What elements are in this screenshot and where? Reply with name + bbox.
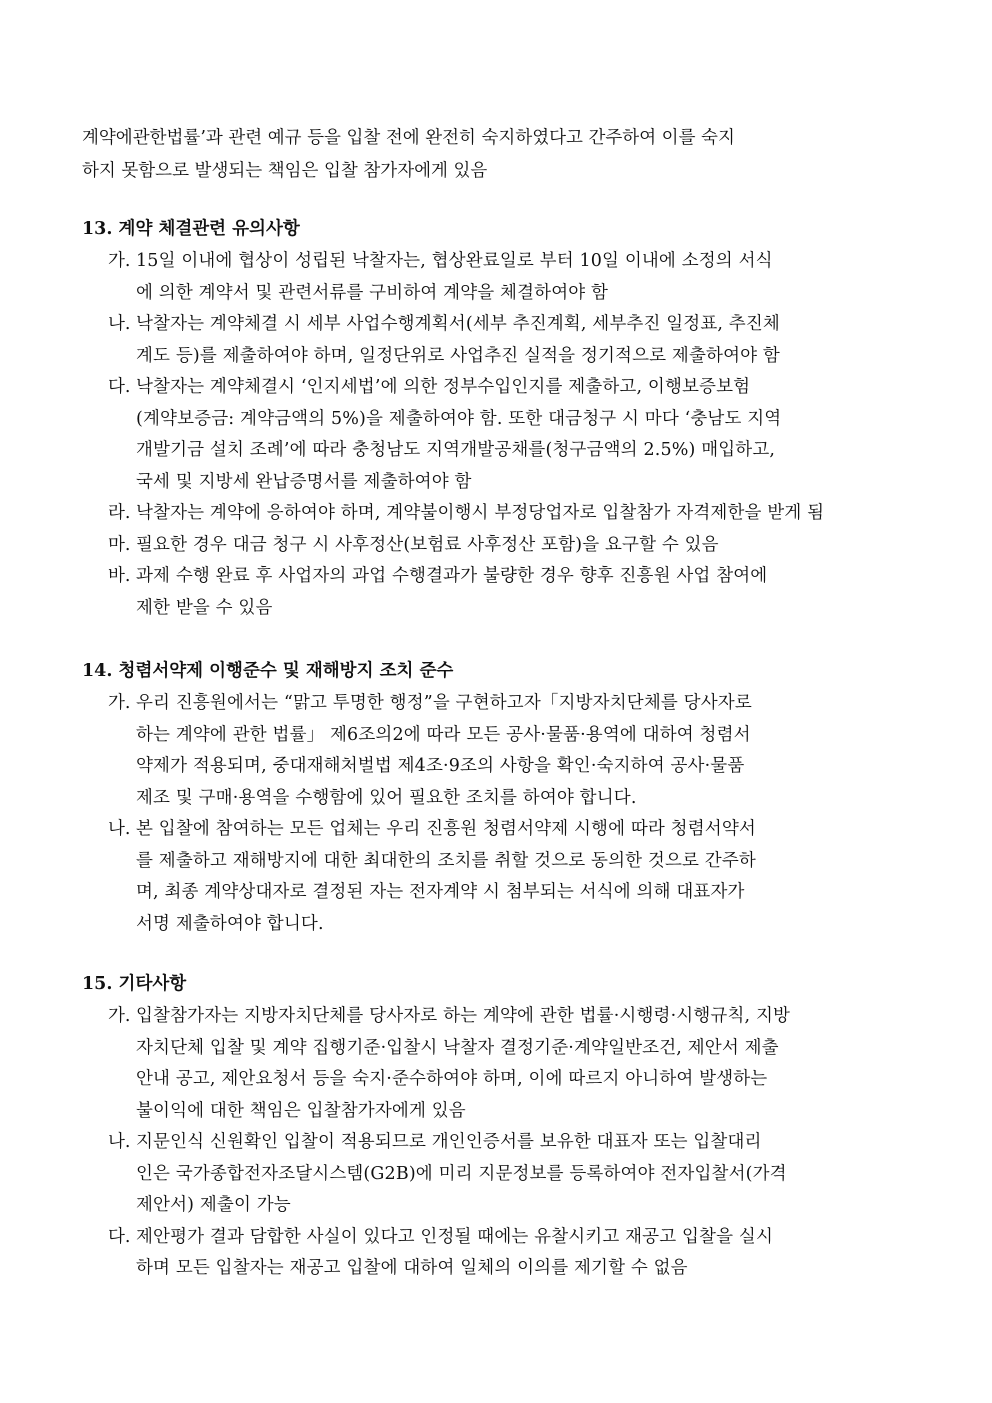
item-body xyxy=(136,688,912,814)
item-body xyxy=(136,561,912,624)
list-item xyxy=(82,814,912,940)
text-line: 지문인식 신원확인 입찰이 적용되므로 개인인증서를 보유한 대표자 또는 입찰대리 xyxy=(136,1132,762,1152)
text-line: 우리 진흥원에서는 “맑고 투명한 행정”을 구현하고자「지방자치단체를 당사자로 xyxy=(136,693,752,713)
text-line: 하지 못함으로 발생되는 책임은 입찰 참가자에게 있음 xyxy=(82,161,488,181)
text-line: 며, 최종 계약상대자로 결정된 자는 전자계약 시 첨부되는 서식에 의해 대표자가 xyxy=(136,882,745,902)
list-item xyxy=(82,498,912,530)
item-marker: 다. xyxy=(108,1226,131,1247)
text-line: 낙찰자는 계약체결 시 세부 사업수행계획서(세부 추진계획, 세부추진 일정표, 추진체 xyxy=(136,314,780,334)
item-marker: 가. xyxy=(108,251,131,271)
text-line: 과제 수행 완료 후 사업자의 과업 수행결과가 불량한 경우 향후 진흥원 사업 참여에 xyxy=(136,566,768,586)
item-body xyxy=(136,530,912,562)
text-line: 하며 모든 입찰자는 재공고 입찰에 대하여 일체의 이의를 제기할 수 없음 xyxy=(136,1258,688,1278)
item-marker: 라. xyxy=(108,503,131,523)
item-body xyxy=(136,246,912,309)
item-marker: 가. xyxy=(108,1006,131,1026)
item-body xyxy=(136,814,912,940)
section-13 xyxy=(82,214,912,624)
text-line: 자치단체 입찰 및 계약 집행기준·입찰시 낙찰자 결정기준·계약일반조건, 제안서 제출 xyxy=(136,1037,779,1058)
text-line: 낙찰자는 계약에 응하여야 하며, 계약불이행시 부정당업자로 입찰참가 자격제한을 받게 됨 xyxy=(136,503,825,523)
text-line: 입찰참가자는 지방자치단체를 당사자로 하는 계약에 관한 법률·시행령·시행규칙, 지방 xyxy=(136,1006,791,1026)
text-line: 계도 등)를 제출하여야 하며, 일정단위로 사업추진 실적을 정기적으로 제출하여야 함 xyxy=(136,345,780,366)
item-marker: 나. xyxy=(108,819,131,839)
text-line: 약제가 적용되며, 중대재해처벌법 제4조·9조의 사항을 확인·숙지하여 공사·물품 xyxy=(136,756,745,776)
text-line: 불이익에 대한 책임은 입찰참가자에게 있음 xyxy=(136,1100,466,1121)
text-line: 안내 공고, 제안요청서 등을 숙지·준수하여야 하며, 이에 따르지 아니하여 발생하는 xyxy=(136,1069,768,1089)
list-item xyxy=(82,1001,912,1127)
text-line: 본 입찰에 참여하는 모든 업체는 우리 진흥원 청렴서약제 시행에 따라 청렴서약서 xyxy=(136,819,756,839)
text-line: 제한 받을 수 있음 xyxy=(136,597,273,618)
text-line: 하는 계약에 관한 법률」 제6조의2에 따라 모든 공사·물품·용역에 대하여 청렴서 xyxy=(136,724,751,745)
item-body xyxy=(136,498,912,530)
item-body xyxy=(136,309,912,372)
text-line: 제조 및 구매·용역을 수행함에 있어 필요한 조치를 하여야 합니다. xyxy=(136,787,637,808)
section-15 xyxy=(82,969,912,1285)
item-marker: 마. xyxy=(108,534,131,555)
text-line: 개발기금 설치 조례’에 따라 충청남도 지역개발공채를(청구금액의 2.5%) 매입하고, xyxy=(136,440,776,460)
list-item xyxy=(82,688,912,814)
list-item xyxy=(82,530,912,562)
text-line: 국세 및 지방세 완납증명서를 제출하여야 함 xyxy=(136,471,472,492)
text-line: 를 제출하고 재해방지에 대한 최대한의 조치를 취할 것으로 동의한 것으로 간주하 xyxy=(136,850,756,871)
list-item xyxy=(82,1222,912,1285)
intro-paragraph xyxy=(82,122,912,188)
text-line: 서명 제출하여야 합니다. xyxy=(136,913,324,934)
item-marker: 바. xyxy=(108,566,131,586)
text-line: 낙찰자는 계약체결시 ‘인지세법’에 의한 정부수입인지를 제출하고, 이행보증보험 xyxy=(136,377,751,397)
list-item xyxy=(82,561,912,624)
section-14 xyxy=(82,656,912,940)
text-line: 에 의한 계약서 및 관련서류를 구비하여 계약을 체결하여야 함 xyxy=(136,282,609,303)
item-body xyxy=(136,1222,912,1285)
item-body xyxy=(136,1127,912,1222)
text-line: 제안서) 제출이 가능 xyxy=(136,1195,291,1215)
list-item xyxy=(82,372,912,498)
item-marker: 다. xyxy=(108,377,131,397)
text-line: 제안평가 결과 담합한 사실이 있다고 인정될 때에는 유찰시키고 재공고 입찰을 실시 xyxy=(136,1226,773,1247)
list-item xyxy=(82,246,912,309)
section-title: 14. 청렴서약제 이행준수 및 재해방지 조치 준수 xyxy=(82,661,454,681)
text-line: 15일 이내에 협상이 성립된 낙찰자는, 협상완료일로 부터 10일 이내에 소정의 서식 xyxy=(136,251,773,271)
item-marker: 나. xyxy=(108,1132,131,1152)
text-line: 필요한 경우 대금 청구 시 사후정산(보험료 사후정산 포함)을 요구할 수 있음 xyxy=(136,534,719,555)
section-title: 15. 기타사항 xyxy=(82,974,187,994)
text-line: 계약에관한법률’과 관련 예규 등을 입찰 전에 완전히 숙지하였다고 간주하여 이를 숙지 xyxy=(82,128,735,148)
item-body xyxy=(136,1001,912,1127)
text-line: (계약보증금: 계약금액의 5%)을 제출하여야 함. 또한 대금청구 시 마다 ‘충남도 지역 xyxy=(136,408,782,429)
item-marker: 가. xyxy=(108,693,131,713)
item-marker: 나. xyxy=(108,314,131,334)
list-item xyxy=(82,309,912,372)
list-item xyxy=(82,1127,912,1222)
text-line: 인은 국가종합전자조달시스템(G2B)에 미리 지문정보를 등록하여야 전자입찰서(가격 xyxy=(136,1163,787,1184)
item-body xyxy=(136,372,912,498)
section-title: 13. 계약 체결관련 유의사항 xyxy=(82,219,300,239)
